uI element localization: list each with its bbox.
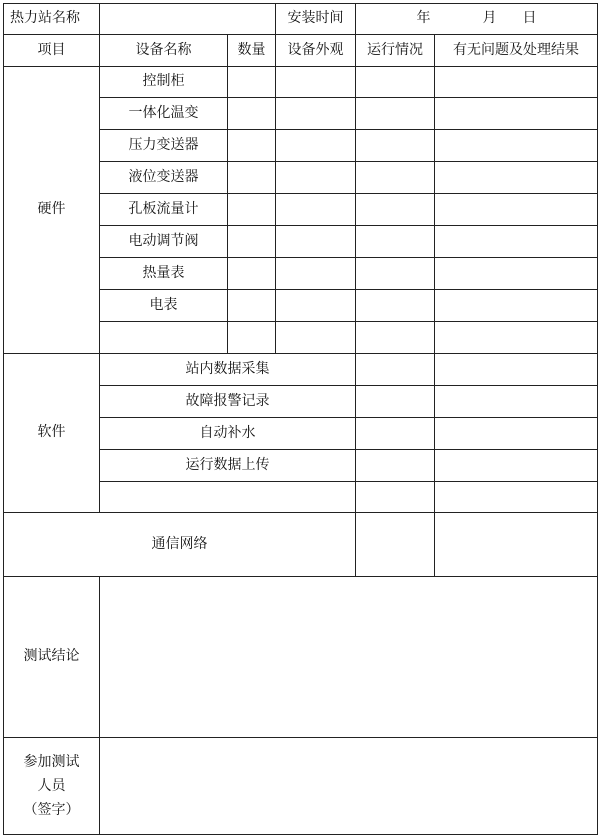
hardware-operation-cell[interactable] — [356, 258, 435, 290]
hardware-operation-cell[interactable] — [356, 130, 435, 162]
participants-signature-field[interactable] — [100, 738, 598, 835]
hardware-operation-cell[interactable] — [356, 226, 435, 258]
column-header-issues-result: 有无问题及处理结果 — [435, 35, 598, 67]
hardware-quantity-cell[interactable] — [228, 290, 276, 322]
hardware-issues-cell[interactable] — [435, 226, 598, 258]
date-year-unit: 年 — [416, 10, 431, 27]
conclusion-field[interactable] — [100, 577, 598, 738]
date-month-unit: 月 — [482, 10, 497, 27]
hardware-device-name: 压力变送器 — [100, 130, 228, 162]
hardware-operation-cell[interactable] — [356, 162, 435, 194]
software-operation-cell[interactable] — [356, 354, 435, 386]
hardware-appearance-cell[interactable] — [276, 322, 356, 354]
network-row — [4, 513, 598, 577]
column-header-item: 项目 — [4, 35, 100, 67]
hardware-appearance-cell[interactable] — [276, 98, 356, 130]
software-function-name: 自动补水 — [100, 418, 356, 450]
network-issues-cell[interactable] — [435, 513, 598, 577]
hardware-issues-cell[interactable] — [435, 162, 598, 194]
software-section-label: 软件 — [4, 354, 100, 513]
column-header-operation: 运行情况 — [356, 35, 435, 67]
hardware-issues-cell[interactable] — [435, 67, 598, 98]
conclusion-row — [4, 577, 598, 738]
software-operation-cell[interactable] — [356, 450, 435, 482]
hardware-operation-cell[interactable] — [356, 98, 435, 130]
hardware-device-name: 热量表 — [100, 258, 228, 290]
hardware-device-name: 控制柜 — [100, 67, 228, 98]
software-operation-cell[interactable] — [356, 482, 435, 513]
column-header-row — [4, 35, 598, 67]
header-row — [4, 4, 598, 35]
conclusion-label: 测试结论 — [4, 577, 100, 738]
software-operation-cell[interactable] — [356, 386, 435, 418]
hardware-operation-cell[interactable] — [356, 67, 435, 98]
software-issues-cell[interactable] — [435, 386, 598, 418]
hardware-device-name: 一体化温变 — [100, 98, 228, 130]
hardware-issues-cell[interactable] — [435, 258, 598, 290]
software-issues-cell[interactable] — [435, 354, 598, 386]
software-row — [4, 354, 598, 386]
software-function-name: 运行数据上传 — [100, 450, 356, 482]
hardware-row — [4, 67, 598, 98]
hardware-quantity-cell[interactable] — [228, 67, 276, 98]
hardware-device-name: 液位变送器 — [100, 162, 228, 194]
software-issues-cell[interactable] — [435, 418, 598, 450]
software-operation-cell[interactable] — [356, 418, 435, 450]
participants-label-line: 参加测试 — [23, 754, 80, 770]
hardware-appearance-cell[interactable] — [276, 290, 356, 322]
software-issues-cell[interactable] — [435, 482, 598, 513]
hardware-issues-cell[interactable] — [435, 194, 598, 226]
hardware-appearance-cell[interactable] — [276, 194, 356, 226]
hardware-operation-cell[interactable] — [356, 322, 435, 354]
column-header-quantity: 数量 — [228, 35, 276, 67]
software-issues-cell[interactable] — [435, 450, 598, 482]
network-operation-cell[interactable] — [356, 513, 435, 577]
hardware-quantity-cell[interactable] — [228, 226, 276, 258]
hardware-operation-cell[interactable] — [356, 194, 435, 226]
test-record-table — [3, 3, 598, 835]
hardware-device-name: 孔板流量计 — [100, 194, 228, 226]
software-function-name — [100, 482, 356, 513]
participants-label — [4, 738, 100, 835]
station-name-field[interactable] — [100, 4, 276, 35]
station-name-label: 热力站名称 — [4, 4, 100, 35]
date-day-unit: 日 — [522, 10, 537, 27]
hardware-quantity-cell[interactable] — [228, 130, 276, 162]
hardware-quantity-cell[interactable] — [228, 162, 276, 194]
hardware-quantity-cell[interactable] — [228, 98, 276, 130]
install-date-field[interactable] — [356, 4, 598, 35]
hardware-appearance-cell[interactable] — [276, 258, 356, 290]
hardware-device-name: 电动调节阀 — [100, 226, 228, 258]
column-header-appearance: 设备外观 — [276, 35, 356, 67]
participants-label-line: （签字） — [23, 802, 80, 818]
software-function-name: 故障报警记录 — [100, 386, 356, 418]
participants-label-line: 人员 — [37, 778, 66, 794]
hardware-issues-cell[interactable] — [435, 98, 598, 130]
hardware-quantity-cell[interactable] — [228, 194, 276, 226]
software-function-name: 站内数据采集 — [100, 354, 356, 386]
hardware-appearance-cell[interactable] — [276, 226, 356, 258]
hardware-device-name: 电表 — [100, 290, 228, 322]
hardware-appearance-cell[interactable] — [276, 130, 356, 162]
install-time-label: 安装时间 — [276, 4, 356, 35]
hardware-appearance-cell[interactable] — [276, 67, 356, 98]
hardware-issues-cell[interactable] — [435, 130, 598, 162]
hardware-issues-cell[interactable] — [435, 290, 598, 322]
hardware-quantity-cell[interactable] — [228, 322, 276, 354]
participants-row — [4, 738, 598, 835]
hardware-quantity-cell[interactable] — [228, 258, 276, 290]
hardware-device-name — [100, 322, 228, 354]
hardware-section-label: 硬件 — [4, 67, 100, 354]
network-label: 通信网络 — [4, 513, 356, 577]
hardware-issues-cell[interactable] — [435, 322, 598, 354]
column-header-device-name: 设备名称 — [100, 35, 228, 67]
hardware-operation-cell[interactable] — [356, 290, 435, 322]
hardware-appearance-cell[interactable] — [276, 162, 356, 194]
